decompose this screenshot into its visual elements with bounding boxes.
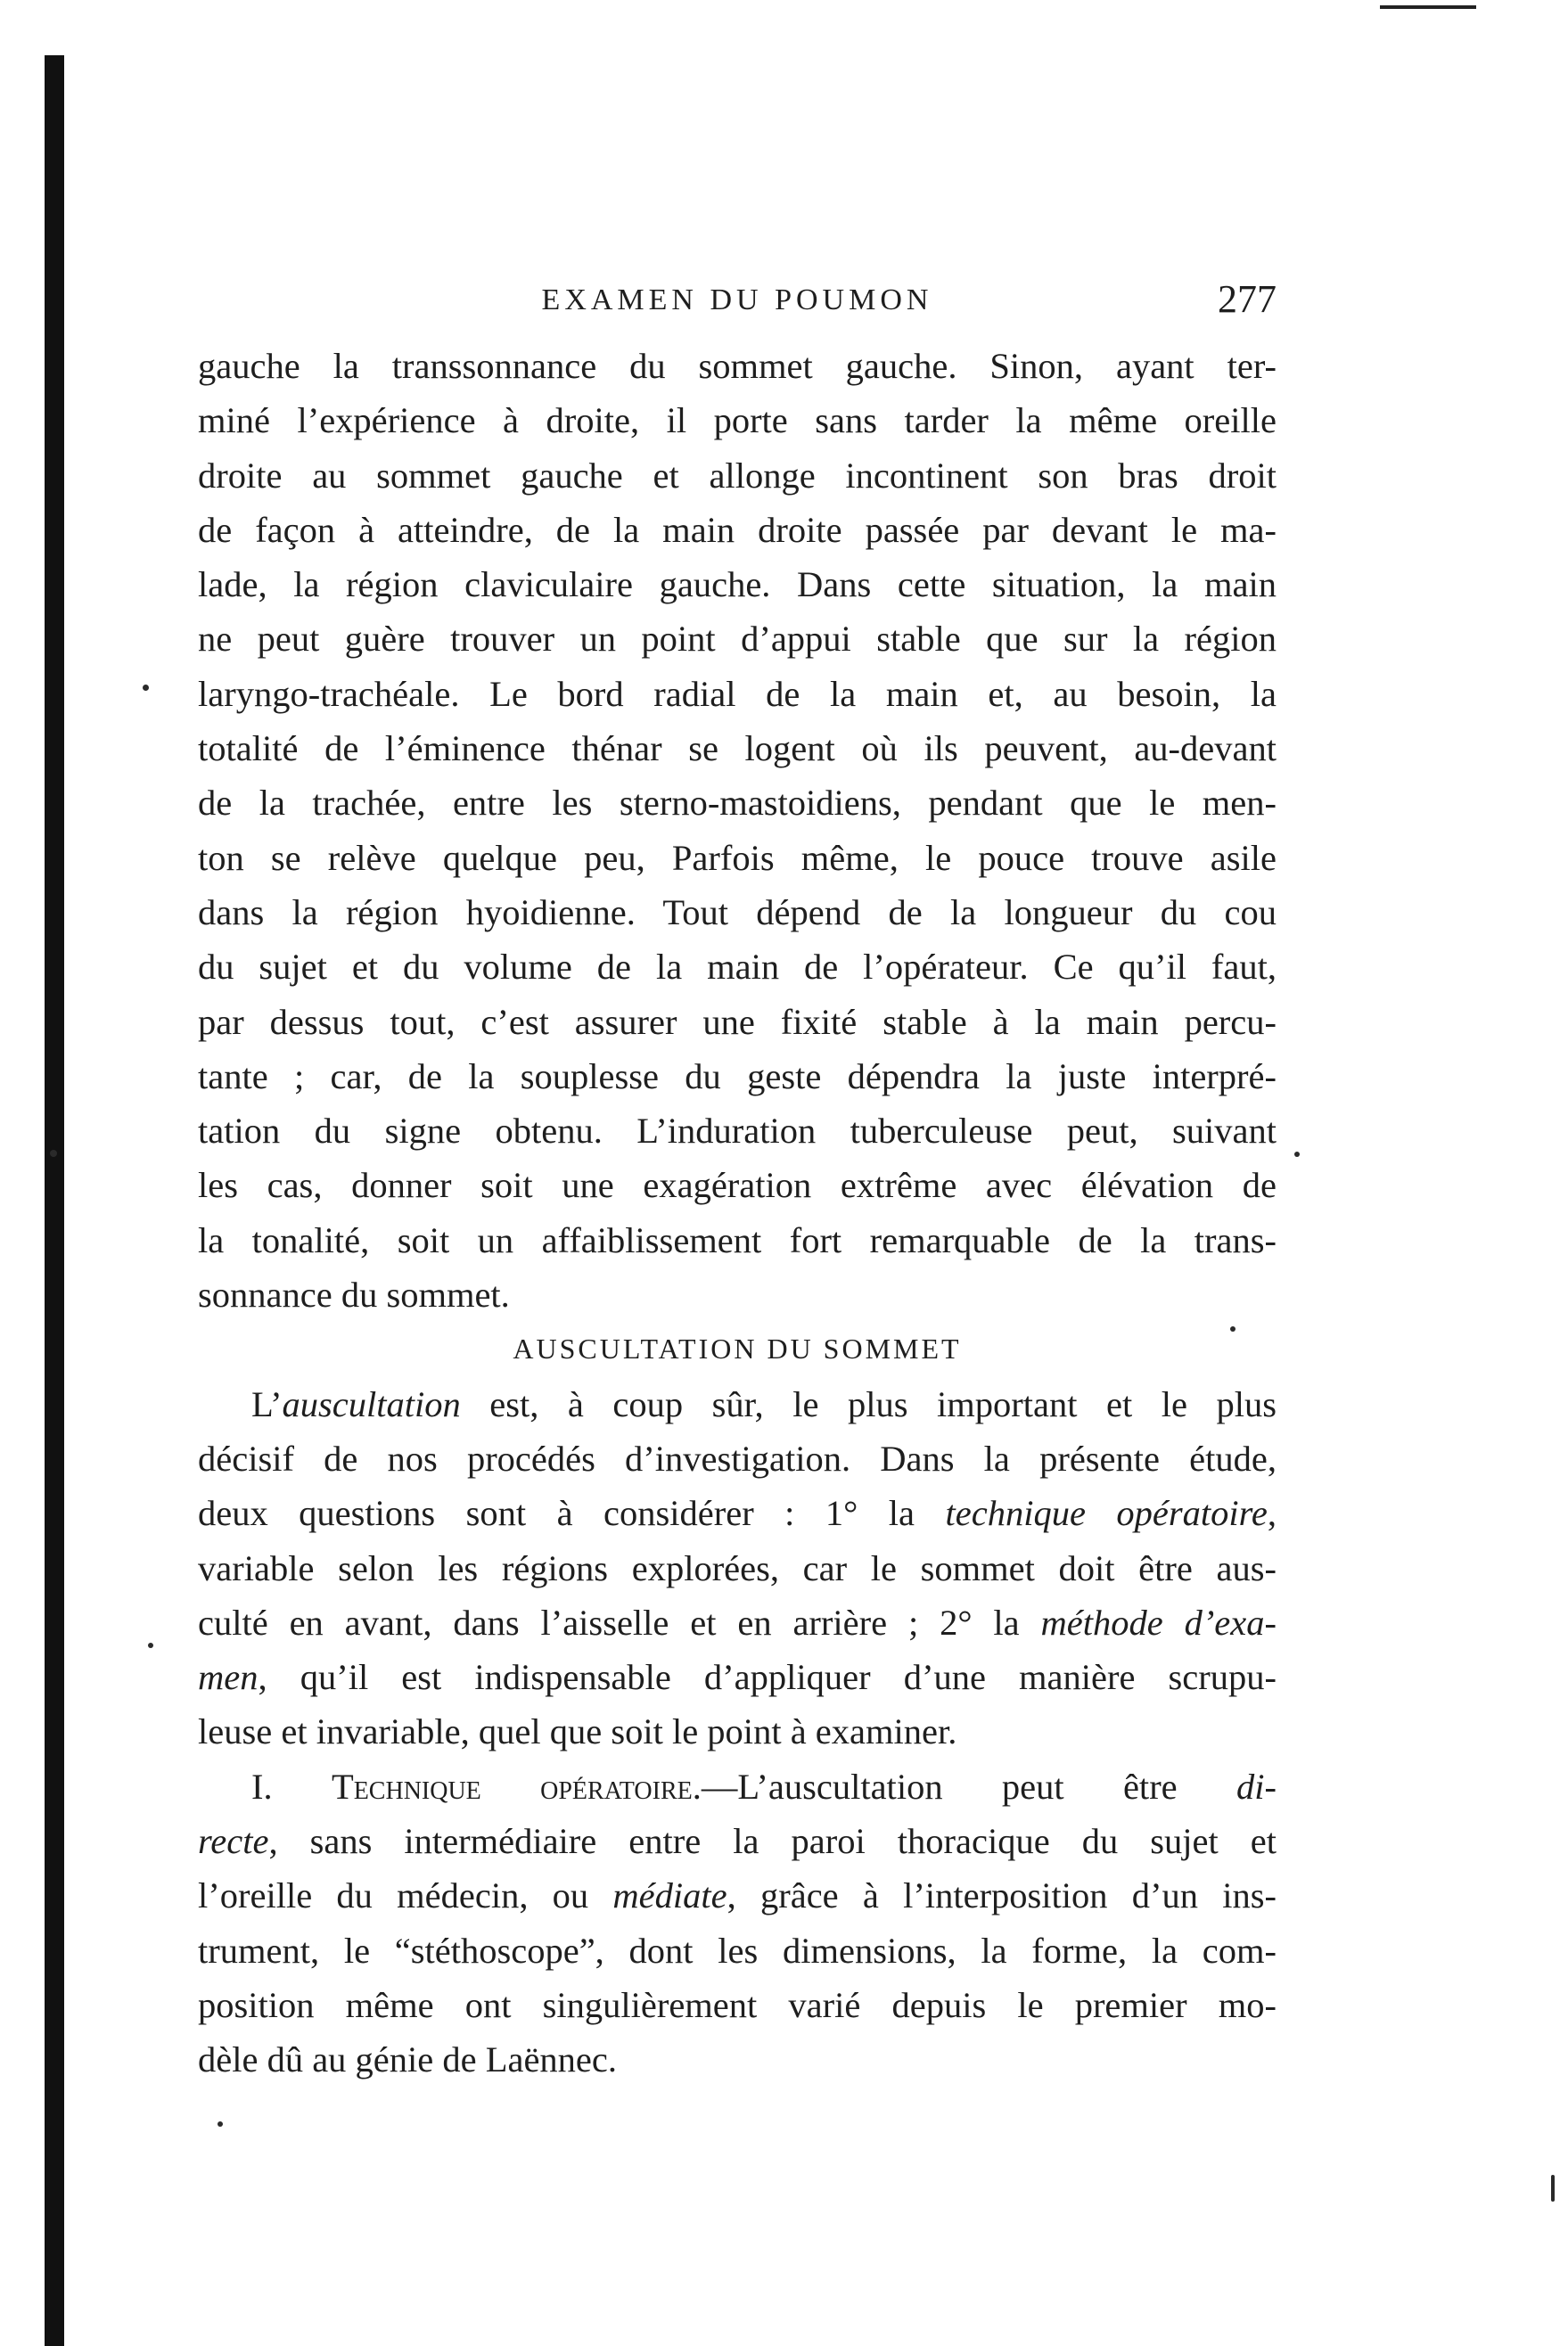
text-run: culté en avant, dans l’aisselle et en arrière ; 2° la: [198, 1602, 1041, 1643]
italic-term: di-: [1236, 1766, 1277, 1807]
text-line: [198, 1486, 1277, 1540]
text-line: ton se relève quelque peu, Parfois même, le pouce trouve asile: [198, 837, 1277, 878]
text-line: par dessus tout, c’est assurer une fixité stable à la main percu-: [198, 1001, 1277, 1042]
text-run: ,: [1267, 1493, 1277, 1534]
text-line: tante ; car, de la souplesse du geste dépendra la juste interpré-: [198, 1055, 1277, 1096]
text-line: laryngo-trachéale. Le bord radial de la main et, au besoin, la: [198, 673, 1277, 714]
text-run: l’oreille du médecin, ou: [198, 1875, 613, 1916]
text-run: , qu’il est indispensable d’appliquer d’une manière scrupu-: [258, 1657, 1277, 1698]
page-number: 277: [1218, 277, 1277, 321]
text-line: du sujet et du volume de la main de l’opérateur. Ce qu’il faut,: [198, 947, 1277, 988]
text-line: dans la région hyoidienne. Tout dépend de la longueur du cou: [198, 891, 1277, 932]
text-line: dèle dû au génie de Laënnec.: [198, 2039, 618, 2080]
scan-speck: [143, 685, 149, 691]
text-run: , sans intermédiaire entre la paroi thoracique du sujet et: [268, 1821, 1277, 1862]
text-run: est, à coup sûr, le plus important et le plus: [460, 1383, 1277, 1424]
italic-term: médiate: [612, 1875, 727, 1916]
text-line: lade, la région claviculaire gauche. Dans cette situation, la main: [198, 564, 1277, 605]
text-line: variable selon les régions explorées, car le sommet doit être aus-: [198, 1547, 1277, 1588]
text-line: trument, le “stéthoscope”, dont les dimensions, la forme, la com-: [198, 1930, 1277, 1971]
text-run: L’: [251, 1383, 283, 1424]
text-line: gauche la transsonnance du sommet gauche. Sinon, ayant ter-: [198, 346, 1277, 386]
text-line: de façon à atteindre, de la main droite passée par devant le ma-: [198, 509, 1277, 550]
text-run: .—L’auscultation peut être: [692, 1766, 1236, 1807]
italic-term: technique opératoire: [945, 1493, 1268, 1534]
binding-edge-shadow: [45, 55, 64, 2346]
italic-term: recte: [198, 1821, 269, 1862]
text-run: deux questions sont à considérer : 1° la: [198, 1493, 946, 1534]
section-heading: AUSCULTATION DU SOMMET: [513, 1333, 962, 1366]
text-line: tation du signe obtenu. L’induration tuberculeuse peut, suivant: [198, 1111, 1277, 1152]
text-run: , grâce à l’interposition d’un ins-: [727, 1875, 1277, 1916]
scan-speck: [1551, 2175, 1555, 2202]
scan-speck: [148, 1643, 153, 1648]
text-line: de la trachée, entre les sterno-mastoidiens, pendant que le men-: [198, 783, 1277, 824]
text-line: totalité de l’éminence thénar se logent où ils peuvent, au-devant: [198, 728, 1277, 769]
italic-term: méthode d’exa-: [1040, 1602, 1277, 1643]
text-line: [198, 1760, 1277, 1814]
text-line: décisif de nos procédés d’investigation. Dans la présente étude,: [198, 1438, 1277, 1479]
text-line: [198, 1595, 1277, 1650]
text-run: I.: [251, 1766, 332, 1807]
text-line: leuse et invariable, quel que soit le point à examiner.: [198, 1711, 957, 1752]
running-head: [198, 267, 1277, 339]
text-line: [198, 1814, 1277, 1868]
text-line: sonnance du sommet.: [198, 1275, 510, 1316]
running-title: EXAMEN DU POUMON: [541, 283, 933, 316]
paragraph-auscultation-intro: [198, 1377, 1277, 1760]
paragraph-percussion-conclusion: [198, 339, 1277, 1322]
body-text: [198, 339, 1277, 2088]
text-line: ne peut guère trouver un point d’appui stable que sur la région: [198, 619, 1277, 660]
italic-term: men: [198, 1657, 259, 1698]
top-edge-mark: [1380, 5, 1476, 9]
text-line: [198, 1377, 1277, 1431]
text-line: miné l’expérience à droite, il porte sans tarder la même oreille: [198, 400, 1277, 441]
text-line: les cas, donner soit une exagération extrême avec élévation de: [198, 1165, 1277, 1206]
scan-speck: [1294, 1152, 1300, 1157]
italic-term: auscultation: [282, 1383, 461, 1424]
scan-speck: [218, 2121, 223, 2127]
text-line: la tonalité, soit un affaiblissement fort remarquable de la trans-: [198, 1219, 1277, 1260]
text-line: [198, 1868, 1277, 1923]
text-line: [198, 1650, 1277, 1704]
paragraph-technique-operatoire: [198, 1760, 1277, 2088]
scan-speck: [50, 1150, 57, 1157]
text-line: position même ont singulièrement varié depuis le premier mo-: [198, 1984, 1277, 2025]
text-line: droite au sommet gauche et allonge incontinent son bras droit: [198, 455, 1277, 496]
small-caps-heading: Technique opératoire: [331, 1766, 693, 1807]
book-page: [198, 267, 1277, 2088]
